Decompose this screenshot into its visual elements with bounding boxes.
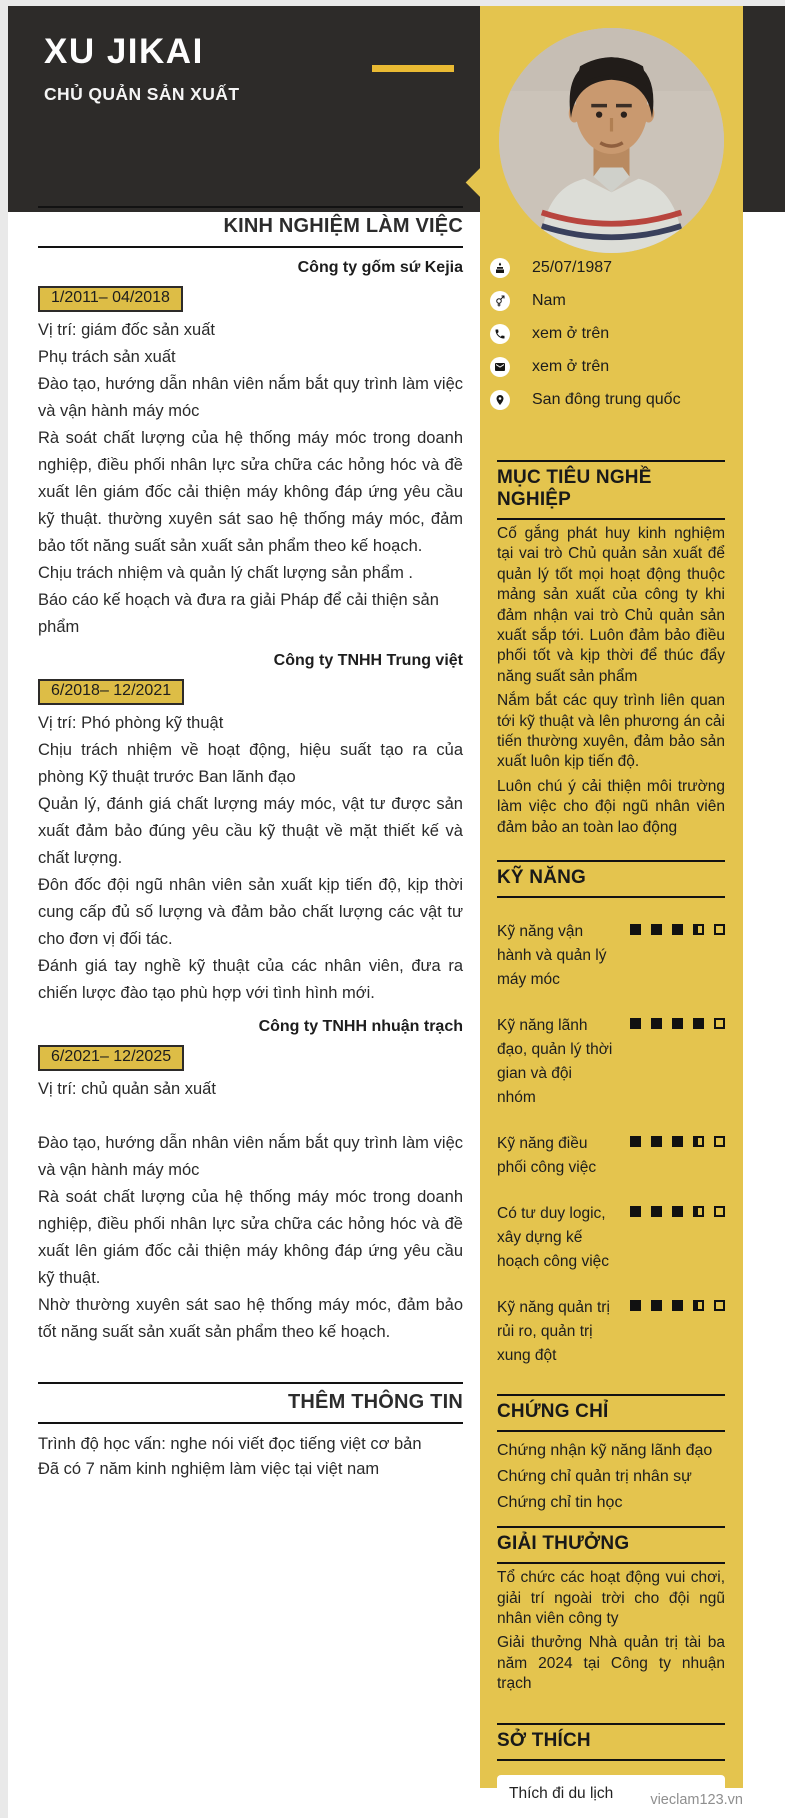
company-name: Công ty TNHH Trung việt (273, 652, 463, 669)
job-line: Đánh giá tay nghề kỹ thuật của các nhân viên, đưa ra chiến lược đào tạo phù hợp với tình hình mới. (38, 957, 463, 1002)
skill-square-empty (714, 1136, 725, 1147)
job-line: Quản lý, đánh giá chất lượng máy móc, vật tư được sản xuất đảm bảo đúng yêu cầu kỹ thuật về mặt thiết kế và chất lượng. (38, 795, 463, 867)
skill-square-partial (693, 1300, 704, 1311)
info-row-birthday (490, 258, 735, 278)
job-line: Chịu trách nhiệm và quản lý chất lượng sản phẩm . (38, 564, 413, 582)
site-watermark: vieclam123.vn (650, 1792, 743, 1808)
skills-section (497, 860, 725, 1368)
candidate-name: XU JIKAI (44, 32, 204, 71)
certificate-item: Chứng nhận kỹ năng lãnh đạo (497, 1442, 713, 1460)
objective-paragraph: Cố gắng phát huy kinh nghiệm tại vai trò Chủ quản sản xuất để quản lý tốt mọi hoạt động thuộc mảng sản xuất của công ty khi đảm nhận vai trò Chủ quản sản xuất sắp tới. Luôn đảm bảo điều phối tốt và kịp thời để thúc đẩy năng suất sản phẩm (497, 525, 725, 685)
skill-square-empty (714, 924, 725, 935)
spacer (38, 1103, 463, 1130)
info-row-phone (490, 324, 735, 344)
info-text: xem ở trên (532, 358, 610, 375)
skill-label: Kỹ năng điều phối công việc (497, 1135, 597, 1177)
company-name: Công ty TNHH nhuận trạch (258, 1018, 463, 1035)
skill-row (497, 920, 725, 992)
hobbies-heading: SỞ THÍCH (497, 1723, 725, 1761)
skill-square-filled (651, 1018, 662, 1029)
job-position: Vị trí: Phó phòng kỹ thuật (38, 714, 224, 732)
skill-square-filled (672, 1206, 683, 1217)
job-description (38, 710, 463, 1007)
skill-square-filled (630, 1206, 641, 1217)
location-icon (490, 390, 510, 410)
skill-label: Kỹ năng lãnh đạo, quản lý thời gian và đội nhóm (497, 1017, 613, 1107)
company-name: Công ty gốm sứ Kejia (297, 259, 463, 276)
skill-square-filled (651, 1300, 662, 1311)
skill-square-empty (714, 1018, 725, 1029)
skill-square-empty (714, 1206, 725, 1217)
job-line: Đôn đốc đội ngũ nhân viên sản xuất kịp tiến độ, kịp thời cung cấp đủ số lượng và đảm bảo chất lượng các vật tư cho đơn vị đối tác. (38, 876, 463, 948)
skill-square-partial (693, 1136, 704, 1147)
job-line: Rà soát chất lượng của hệ thống máy móc trong doanh nghiệp, điều phối nhân lực sửa chữa các hỏng hóc và đề xuất lên giám đốc cải thiện máy không đáp ứng yêu cầu kỹ thuật. thường xuyên sát sao hệ thống máy móc, đảm bảo tốt năng suất sản xuất sản phẩm theo kế hoạch. (38, 429, 463, 555)
experience-heading: KINH NGHIỆM LÀM VIỆC (38, 206, 463, 248)
job-position: Vị trí: chủ quản sản xuất (38, 1080, 216, 1098)
awards-text (497, 1568, 725, 1694)
job-line: Đào tạo, hướng dẫn nhân viên nắm bắt quy trình làm việc và vận hành máy móc (38, 1134, 463, 1179)
award-paragraph: Tổ chức các hoạt động vui chơi, giải trí ngoài trời cho đội ngũ nhân viên công ty (497, 1569, 725, 1627)
portrait-illustration (499, 28, 724, 253)
right-column-content (490, 258, 735, 1818)
skill-square-filled (672, 924, 683, 935)
skill-square-filled (693, 1018, 704, 1029)
mail-icon (490, 357, 510, 377)
skill-row (497, 1202, 725, 1274)
job-line: Đào tạo, hướng dẫn nhân viên nắm bắt quy trình làm việc và vận hành máy móc (38, 375, 463, 420)
job-description (38, 1076, 463, 1346)
skill-level-squares (630, 1018, 725, 1110)
job-description (38, 317, 463, 641)
additional-info-heading: THÊM THÔNG TIN (38, 1382, 463, 1424)
awards-section (497, 1526, 725, 1694)
awards-heading: GIẢI THƯỞNG (497, 1526, 725, 1564)
objective-paragraph: Luôn chú ý cải thiện môi trường làm việc cho đội ngũ nhân viên đảm bảo an toàn lao động (497, 777, 725, 836)
skill-square-filled (651, 1206, 662, 1217)
certificate-item: Chứng chỉ tin học (497, 1494, 623, 1512)
skill-label: Kỹ năng vận hành và quản lý máy móc (497, 923, 607, 989)
skill-square-empty (714, 1300, 725, 1311)
skill-label: Có tư duy logic, xây dựng kế hoạch công việc (497, 1205, 610, 1271)
left-column (38, 206, 463, 1482)
skill-level-squares (630, 1206, 725, 1274)
skill-square-filled (630, 1018, 641, 1029)
job-line: Báo cáo kế hoạch và đưa ra giải Pháp để cải thiện sản phẩm (38, 591, 439, 636)
skill-square-filled (630, 924, 641, 935)
avatar (499, 28, 724, 253)
certificates-section (497, 1394, 725, 1514)
award-paragraph: Giải thưởng Nhà quản trị tài ba năm 2024 tại Công ty nhuận trạch (497, 1634, 725, 1693)
objective-text (497, 524, 725, 838)
accent-dash (372, 65, 454, 72)
period-badge: 6/2018– 12/2021 (38, 679, 184, 705)
skill-square-filled (672, 1018, 683, 1029)
objective-section (497, 460, 725, 838)
job-position: Vị trí: giám đốc sản xuất (38, 321, 215, 339)
certificates-heading: CHỨNG CHỈ (497, 1394, 725, 1432)
skill-row (497, 1132, 725, 1180)
skill-row (497, 1014, 725, 1110)
job-line: Phụ trách sản xuất (38, 348, 176, 366)
job-line: Nhờ thường xuyên sát sao hệ thống máy móc, đảm bảo tốt năng suất sản xuất sản phẩm theo kế hoạch. (38, 1296, 463, 1341)
candidate-title: CHỦ QUẢN SẢN XUẤT (44, 84, 240, 104)
info-text: San đông trung quốc (532, 391, 681, 408)
skills-heading: KỸ NĂNG (497, 860, 725, 898)
skill-square-filled (672, 1136, 683, 1147)
birthday-icon (490, 258, 510, 278)
skill-square-filled (651, 1136, 662, 1147)
period-badge: 1/2011– 04/2018 (38, 286, 183, 312)
skill-label: Kỹ năng quản trị rủi ro, quản trị xung đột (497, 1299, 610, 1365)
period-badge: 6/2021– 12/2025 (38, 1045, 184, 1071)
skill-level-squares (630, 1136, 725, 1180)
skill-level-squares (630, 924, 725, 992)
skill-square-filled (651, 924, 662, 935)
skill-square-partial (693, 1206, 704, 1217)
objective-paragraph: Nắm bắt các quy trình liên quan tới kỹ thuật và lên phương án cải tiến thường xuyên, đảm bảo sản xuất luôn kịp tiến độ. (497, 692, 725, 771)
job-line: Chịu trách nhiệm về hoạt động, hiệu suất tạo ra của phòng Kỹ thuật trước Ban lãnh đạo (38, 741, 463, 786)
gender-icon (490, 291, 510, 311)
skill-level-squares (630, 1300, 725, 1368)
skill-square-filled (672, 1300, 683, 1311)
info-row-gender (490, 291, 735, 311)
additional-info-line: Trình độ học vấn: nghe nói viết đọc tiếng việt cơ bản (38, 1435, 422, 1453)
skill-square-filled (630, 1300, 641, 1311)
info-text: Nam (532, 292, 566, 309)
hobby-box: Thích đi du lịch (497, 1775, 725, 1818)
info-text: xem ở trên (532, 325, 610, 342)
objective-heading: MỤC TIÊU NGHỀ NGHIỆP (497, 460, 725, 520)
phone-icon (490, 324, 510, 344)
additional-info-line: Đã có 7 năm kinh nghiệm làm việc tại việt nam (38, 1460, 380, 1478)
skill-square-filled (630, 1136, 641, 1147)
info-row-location (490, 390, 735, 410)
skill-row (497, 1296, 725, 1368)
info-text: 25/07/1987 (532, 259, 613, 276)
certificate-item: Chứng chỉ quản trị nhân sự (497, 1468, 692, 1486)
additional-info-section (38, 1382, 463, 1482)
resume-card (8, 6, 785, 1818)
skill-square-partial (693, 924, 704, 935)
info-row-email (490, 357, 735, 377)
job-line: Rà soát chất lượng của hệ thống máy móc trong doanh nghiệp, điều phối nhân lực sửa chữa các hỏng hóc và đề xuất lên giám đốc cải thiện máy không đáp ứng yêu cầu kỹ thuật. (38, 1188, 463, 1287)
